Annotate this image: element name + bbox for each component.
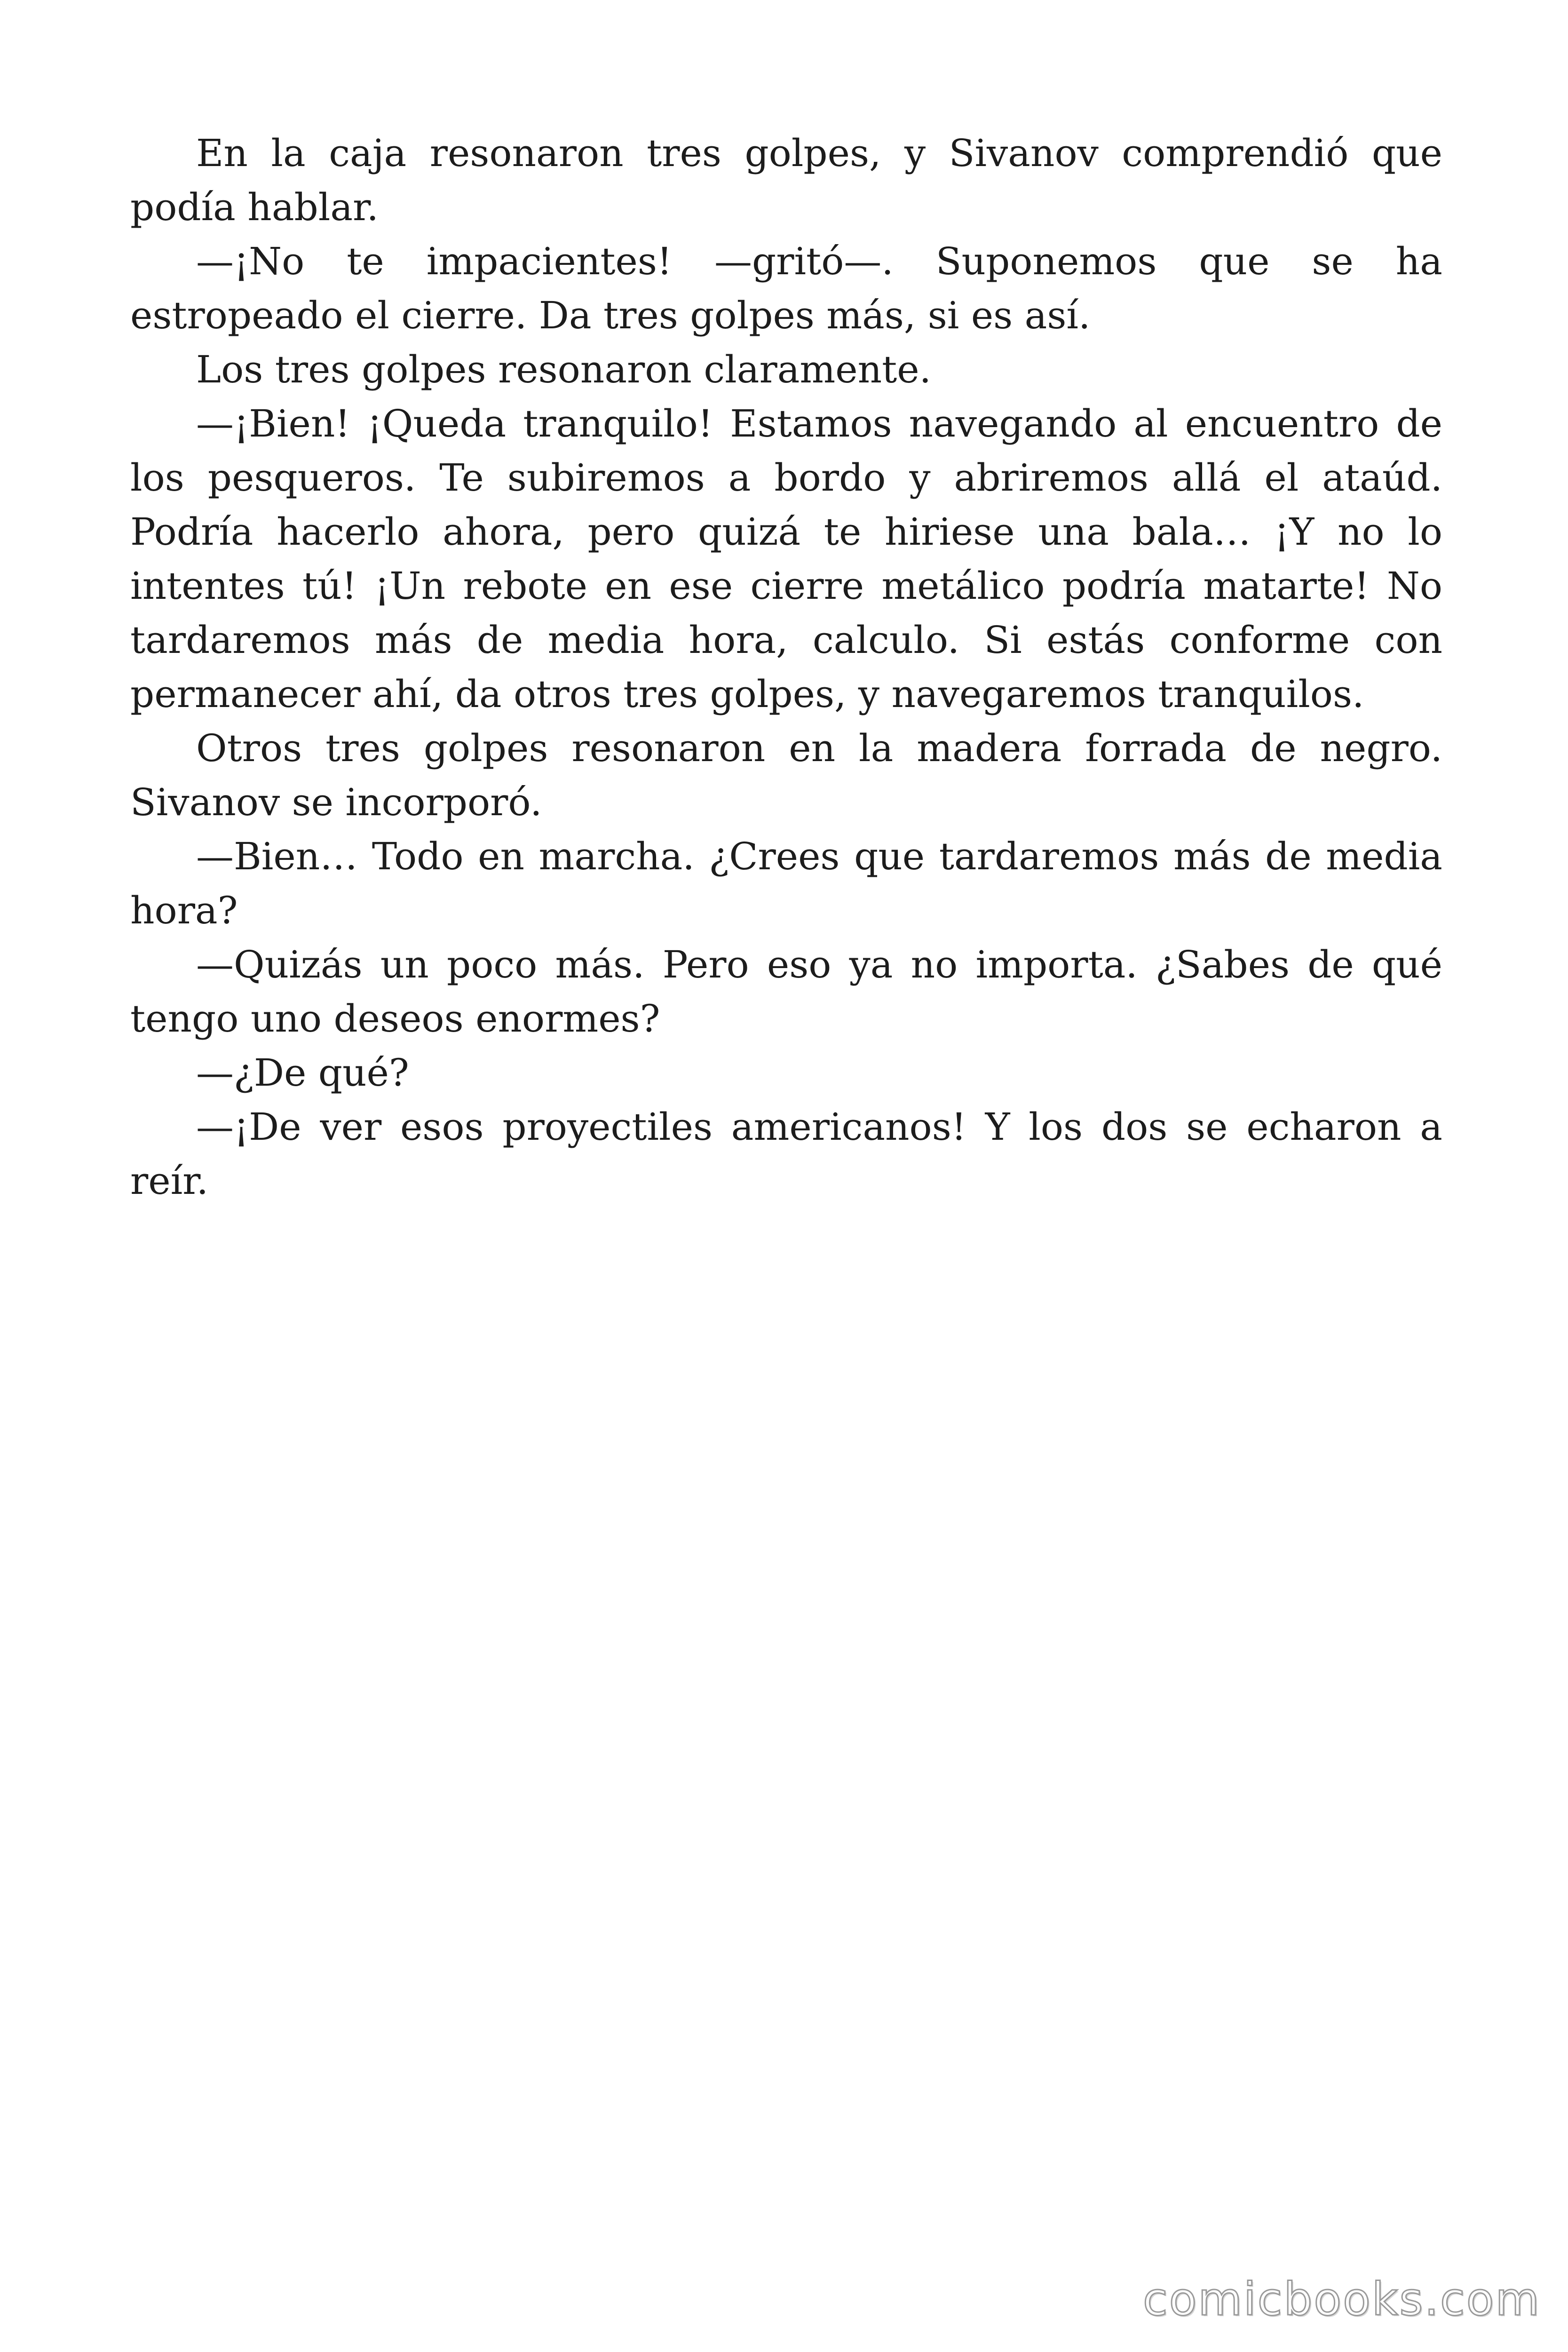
- paragraph: En la caja resonaron tres golpes, y Sivanov comprendió que podía hablar.: [130, 131, 1442, 229]
- paragraph: —¿De qué?: [196, 1051, 409, 1095]
- paragraph: —¡De ver esos proyectiles americanos! Y los dos se echaron a reír.: [130, 1105, 1442, 1203]
- paragraph: Los tres golpes resonaron claramente.: [196, 348, 932, 391]
- paragraph: —Quizás un poco más. Pero eso ya no importa. ¿Sabes de qué tengo uno deseos enormes?: [130, 943, 1442, 1041]
- paragraph: Otros tres golpes resonaron en la madera forrada de negro. Sivanov se incorporó.: [130, 726, 1442, 824]
- paragraph: —Bien… Todo en marcha. ¿Crees que tardaremos más de media hora?: [130, 834, 1442, 932]
- paragraph: —¡No te impacientes! —gritó—. Suponemos que se ha estropeado el cierre. Da tres golpes más, si es así.: [130, 239, 1442, 337]
- watermark: comicbooks.com: [1142, 2273, 1541, 2326]
- paragraph: —¡Bien! ¡Queda tranquilo! Estamos navegando al encuentro de los pesqueros. Te subiremos a bordo y abriremos allá el ataúd. Podría hacerlo ahora, pero quizá te hiriese una bala… ¡Y no lo intentes tú! ¡Un rebote en ese cierre metálico podría matarte! No tardaremos más de media hora, calculo. Si estás conforme con permanecer ahí, da otros tres golpes, y navegaremos tranquilos.: [130, 402, 1442, 716]
- body-text: [130, 126, 1442, 1208]
